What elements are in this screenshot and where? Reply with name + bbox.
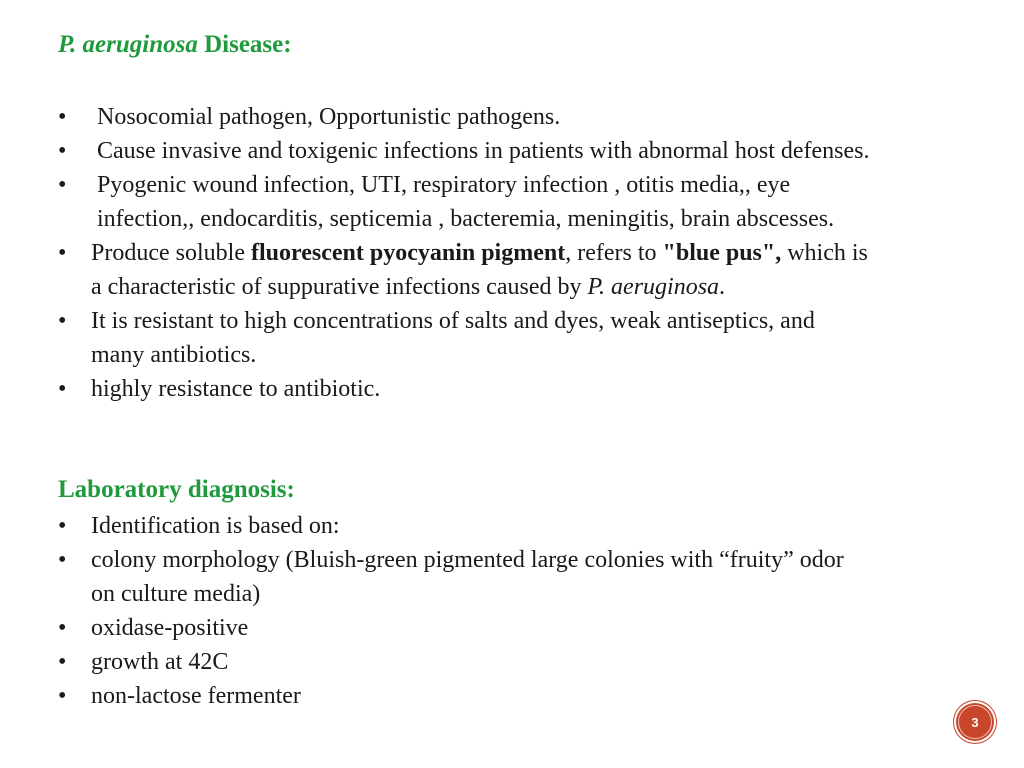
list-item — [0, 372, 925, 406]
list-item — [0, 611, 925, 645]
page-number: 3 — [958, 705, 992, 739]
lab-diagnosis-heading: Laboratory diagnosis: — [58, 476, 295, 503]
list-item — [0, 509, 925, 543]
list-item — [0, 168, 925, 236]
bullet-icon: • — [58, 376, 67, 402]
bullet-icon: • — [58, 649, 67, 675]
item-text: It is resistant to high concentrations of salts and dyes, weak antiseptics, and — [91, 308, 815, 334]
item-text-continued: on culture media) — [91, 581, 261, 607]
title-organism: P. aeruginosa — [58, 31, 198, 58]
bullet-icon: • — [58, 240, 67, 266]
item-text-continued: infection,, endocarditis, septicemia , bacteremia, meningitis, brain abscesses. — [97, 206, 835, 232]
bullet-icon: • — [58, 513, 67, 539]
item-text: Cause invasive and toxigenic infections in patients with abnormal host defenses. — [97, 138, 870, 164]
bullet-icon: • — [58, 172, 67, 198]
item-text: oxidase-positive — [91, 615, 249, 641]
bullet-icon: • — [58, 104, 67, 130]
list-item — [0, 679, 925, 713]
item-text: colony morphology (Bluish-green pigmented large colonies with “fruity” odor — [91, 547, 844, 573]
bullet-icon: • — [58, 547, 67, 573]
item-text: non-lactose fermenter — [91, 683, 301, 709]
item-text: highly resistance to antibiotic. — [91, 376, 381, 402]
bullet-icon: • — [58, 615, 67, 641]
emphasis-pigment: fluorescent pyocyanin pigment — [250, 240, 566, 266]
item-text: growth at 42C — [91, 649, 229, 675]
item-text: Nosocomial pathogen, Opportunistic pathogens. — [97, 104, 561, 130]
item-text-continued: many antibiotics. — [91, 342, 257, 368]
disease-list — [0, 100, 925, 406]
item-text: Pyogenic wound infection, UTI, respiratory infection , otitis media,, eye — [97, 172, 791, 198]
title-suffix: Disease: — [197, 31, 292, 58]
item-text: Identification is based on: — [91, 513, 340, 539]
item-text-continued: a characteristic of suppurative infections caused by P. aeruginosa. — [91, 274, 726, 300]
bullet-icon: • — [58, 683, 67, 709]
list-item — [0, 645, 925, 679]
list-item — [0, 100, 925, 134]
lab-list — [0, 509, 925, 713]
emphasis-blue-pus: "blue pus", — [662, 240, 782, 266]
list-item — [0, 543, 925, 611]
list-item — [0, 304, 925, 372]
list-item — [0, 134, 925, 168]
organism-name: P. aeruginosa — [587, 274, 720, 300]
page-title — [58, 31, 292, 59]
bullet-icon: • — [58, 138, 67, 164]
list-item — [0, 236, 925, 304]
item-text: Produce soluble fluorescent pyocyanin pigment, refers to "blue pus", which is — [91, 240, 868, 266]
page-number-badge — [954, 701, 996, 743]
bullet-icon: • — [58, 308, 67, 334]
